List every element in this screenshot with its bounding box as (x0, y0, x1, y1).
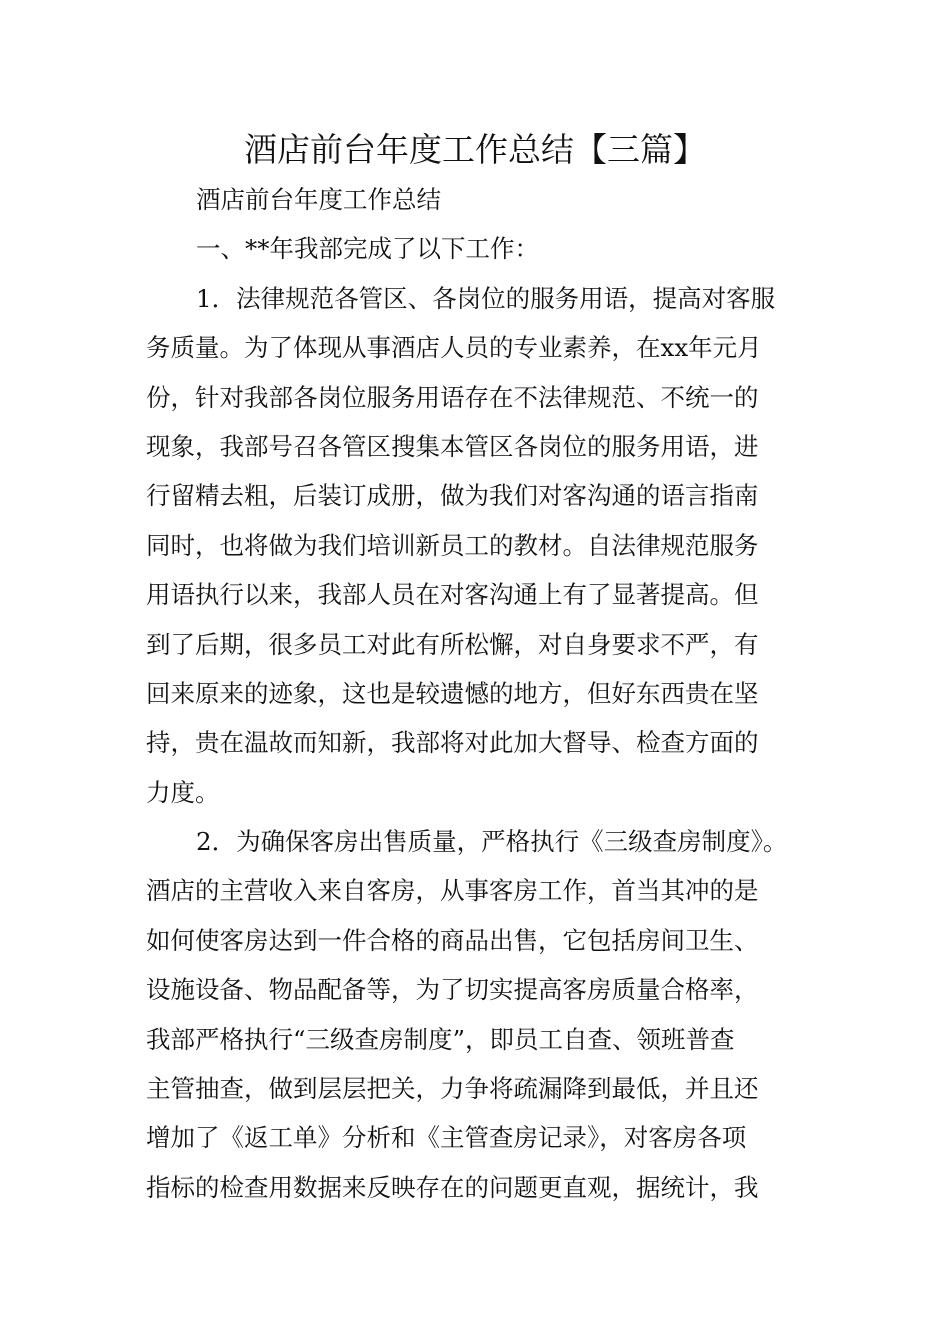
text-line: 指标的检查用数据来反映存在的问题更直观，据统计，我 (146, 1172, 759, 1202)
text-line: 设施设备、物品配备等，为了切实提高客房质量合格率， (146, 975, 759, 1005)
document-body (146, 175, 818, 1212)
text-line: 到了后期，很多员工对此有所松懈，对自身要求不严，有 (146, 629, 759, 659)
text-line: 主管抽查，做到层层把关，力争将疏漏降到最低，并且还 (146, 1074, 759, 1104)
text-line: 一、**年我部完成了以下工作： (196, 234, 539, 264)
text-line: 2．为确保客房出售质量，严格执行《三级查房制度》。 (196, 827, 788, 857)
text-line: 用语执行以来，我部人员在对客沟通上有了显著提高。但 (146, 580, 759, 610)
text-line: 现象，我部号召各管区搜集本管区各岗位的服务用语，进 (146, 431, 759, 461)
text-line: 回来原来的迹象，这也是较遗憾的地方，但好东西贵在坚 (146, 678, 759, 708)
text-line: 1．法律规范各管区、各岗位的服务用语，提高对客服 (196, 283, 776, 313)
text-line: 行留精去粗，后装订成册，做为我们对客沟通的语言指南 (146, 481, 759, 511)
text-line: 增加了《返工单》分析和《主管查房记录》，对客房各项 (146, 1123, 747, 1153)
text-line: 持，贵在温故而知新，我部将对此加大督导、检查方面的 (146, 728, 759, 758)
text-line: 力度。 (146, 777, 220, 807)
document-title: 酒店前台年度工作总结【三篇】 (244, 130, 706, 169)
text-line: 同时，也将做为我们培训新员工的教材。自法律规范服务 (146, 530, 759, 560)
text-line: 如何使客房达到一件合格的商品出售，它包括房间卫生、 (146, 925, 759, 955)
text-line: 酒店前台年度工作总结 (196, 185, 441, 214)
text-line: 份，针对我部各岗位服务用语存在不法律规范、不统一的 (146, 382, 759, 412)
text-line: 我部严格执行“三级查房制度”，即员工自查、领班普查 (146, 1024, 735, 1054)
text-line: 务质量。为了体现从事酒店人员的专业素养，在xx年元月 (146, 333, 762, 363)
text-line: 酒店的主营收入来自客房，从事客房工作，首当其冲的是 (146, 876, 759, 906)
